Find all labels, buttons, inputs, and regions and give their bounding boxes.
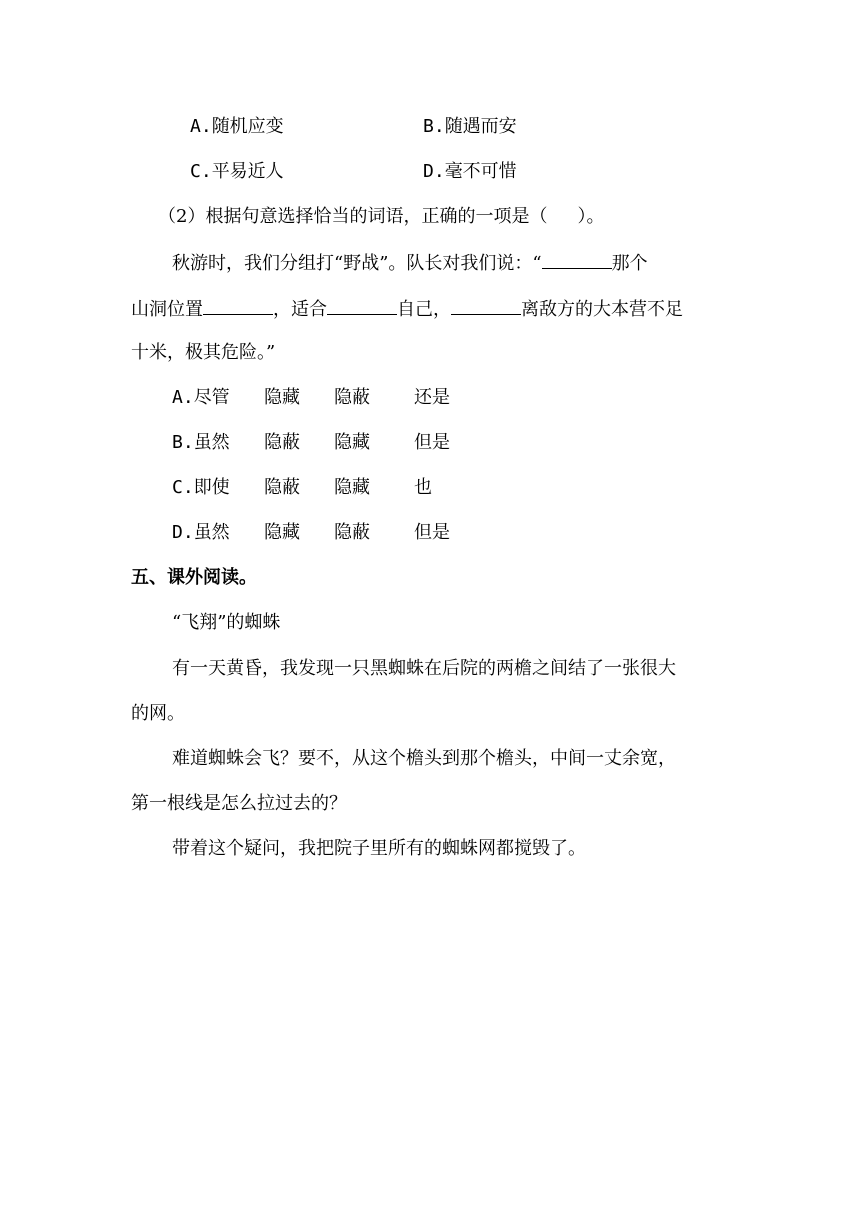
q2-passage-line-3 — [131, 341, 275, 365]
option-letter-word — [172, 476, 230, 500]
option-word: 尽管 — [193, 387, 230, 408]
option-word: 还是 — [414, 387, 450, 408]
article-paragraph-2-line-1: 难道蜘蛛会飞？要不，从这个檐头到那个檐头，中间一丈余宽， — [172, 748, 676, 769]
q2-prompt-start: （2）根据句意选择恰当的词语，正确的一项是（ — [158, 206, 548, 227]
article-paragraph-3-line-1: 带着这个疑问，我把院子里所有的蜘蛛网都搅毁了。 — [172, 838, 586, 859]
option-letter-word — [172, 386, 230, 410]
q1-option-c — [190, 160, 284, 184]
option-letter: C. — [172, 477, 194, 498]
option-word: 也 — [414, 477, 432, 498]
q1-option-a — [190, 115, 284, 139]
passage-text: 山洞位置 — [131, 299, 203, 320]
option-text: 毫不可惜 — [444, 161, 517, 182]
fill-blank-4 — [451, 296, 521, 315]
q2-prompt — [158, 205, 604, 229]
article-paragraph-1-line-2: 的网。 — [131, 703, 185, 724]
option-letter: D. — [172, 522, 194, 543]
option-word: 但是 — [414, 522, 450, 543]
q1-option-row-1 — [0, 115, 860, 139]
option-word: 隐蔽 — [334, 522, 370, 543]
option-word: 隐藏 — [264, 387, 300, 408]
passage-text: ，适合 — [273, 299, 327, 320]
option-letter: B. — [423, 116, 445, 137]
q2-option-d — [0, 521, 860, 545]
q1-option-d — [423, 160, 517, 184]
option-word: 虽然 — [193, 522, 230, 543]
fill-blank-2 — [203, 296, 273, 315]
option-letter-word — [172, 431, 230, 455]
option-word: 隐藏 — [334, 432, 370, 453]
q2-option-a — [0, 386, 860, 410]
fill-blank-1 — [542, 250, 612, 269]
option-letter: D. — [423, 161, 445, 182]
passage-text: 离敌方的大本营不足 — [521, 299, 683, 320]
option-word: 隐蔽 — [334, 387, 370, 408]
option-word: 隐蔽 — [264, 477, 300, 498]
option-letter-word — [172, 521, 230, 545]
option-word: 即使 — [193, 477, 230, 498]
option-word: 隐蔽 — [264, 432, 300, 453]
q2-option-b — [0, 431, 860, 455]
fill-blank-3 — [327, 296, 397, 315]
article-title: “飞翔”的蜘蛛 — [172, 612, 281, 633]
passage-text: 自己， — [397, 299, 451, 320]
option-word: 但是 — [414, 432, 450, 453]
q1-option-row-2 — [0, 160, 860, 184]
option-letter: A. — [172, 387, 194, 408]
option-letter: C. — [190, 161, 212, 182]
q1-option-b — [423, 115, 517, 139]
passage-text: 那个 — [611, 253, 648, 274]
option-letter: B. — [172, 432, 194, 453]
q2-option-c — [0, 476, 860, 500]
option-word: 隐藏 — [334, 477, 370, 498]
passage-text: 十米，极其危险。” — [131, 342, 276, 363]
option-text: 随机应变 — [211, 116, 284, 137]
q2-passage-line-2 — [131, 296, 683, 322]
option-word: 隐藏 — [264, 522, 300, 543]
article-paragraph-2-line-2: 第一根线是怎么拉过去的？ — [131, 793, 347, 814]
q2-prompt-end: ）。 — [577, 206, 605, 227]
option-text: 平易近人 — [211, 161, 284, 182]
option-text: 随遇而安 — [444, 116, 517, 137]
passage-text: 秋游时，我们分组打“野战”。队长对我们说：“ — [172, 253, 542, 274]
option-word: 虽然 — [193, 432, 230, 453]
option-letter: A. — [190, 116, 212, 137]
section-heading: 五、课外阅读。 — [131, 567, 257, 588]
article-paragraph-1-line-1: 有一天黄昏，我发现一只黑蜘蛛在后院的两檐之间结了一张很大 — [172, 658, 676, 679]
q2-passage-line-1 — [172, 250, 648, 276]
